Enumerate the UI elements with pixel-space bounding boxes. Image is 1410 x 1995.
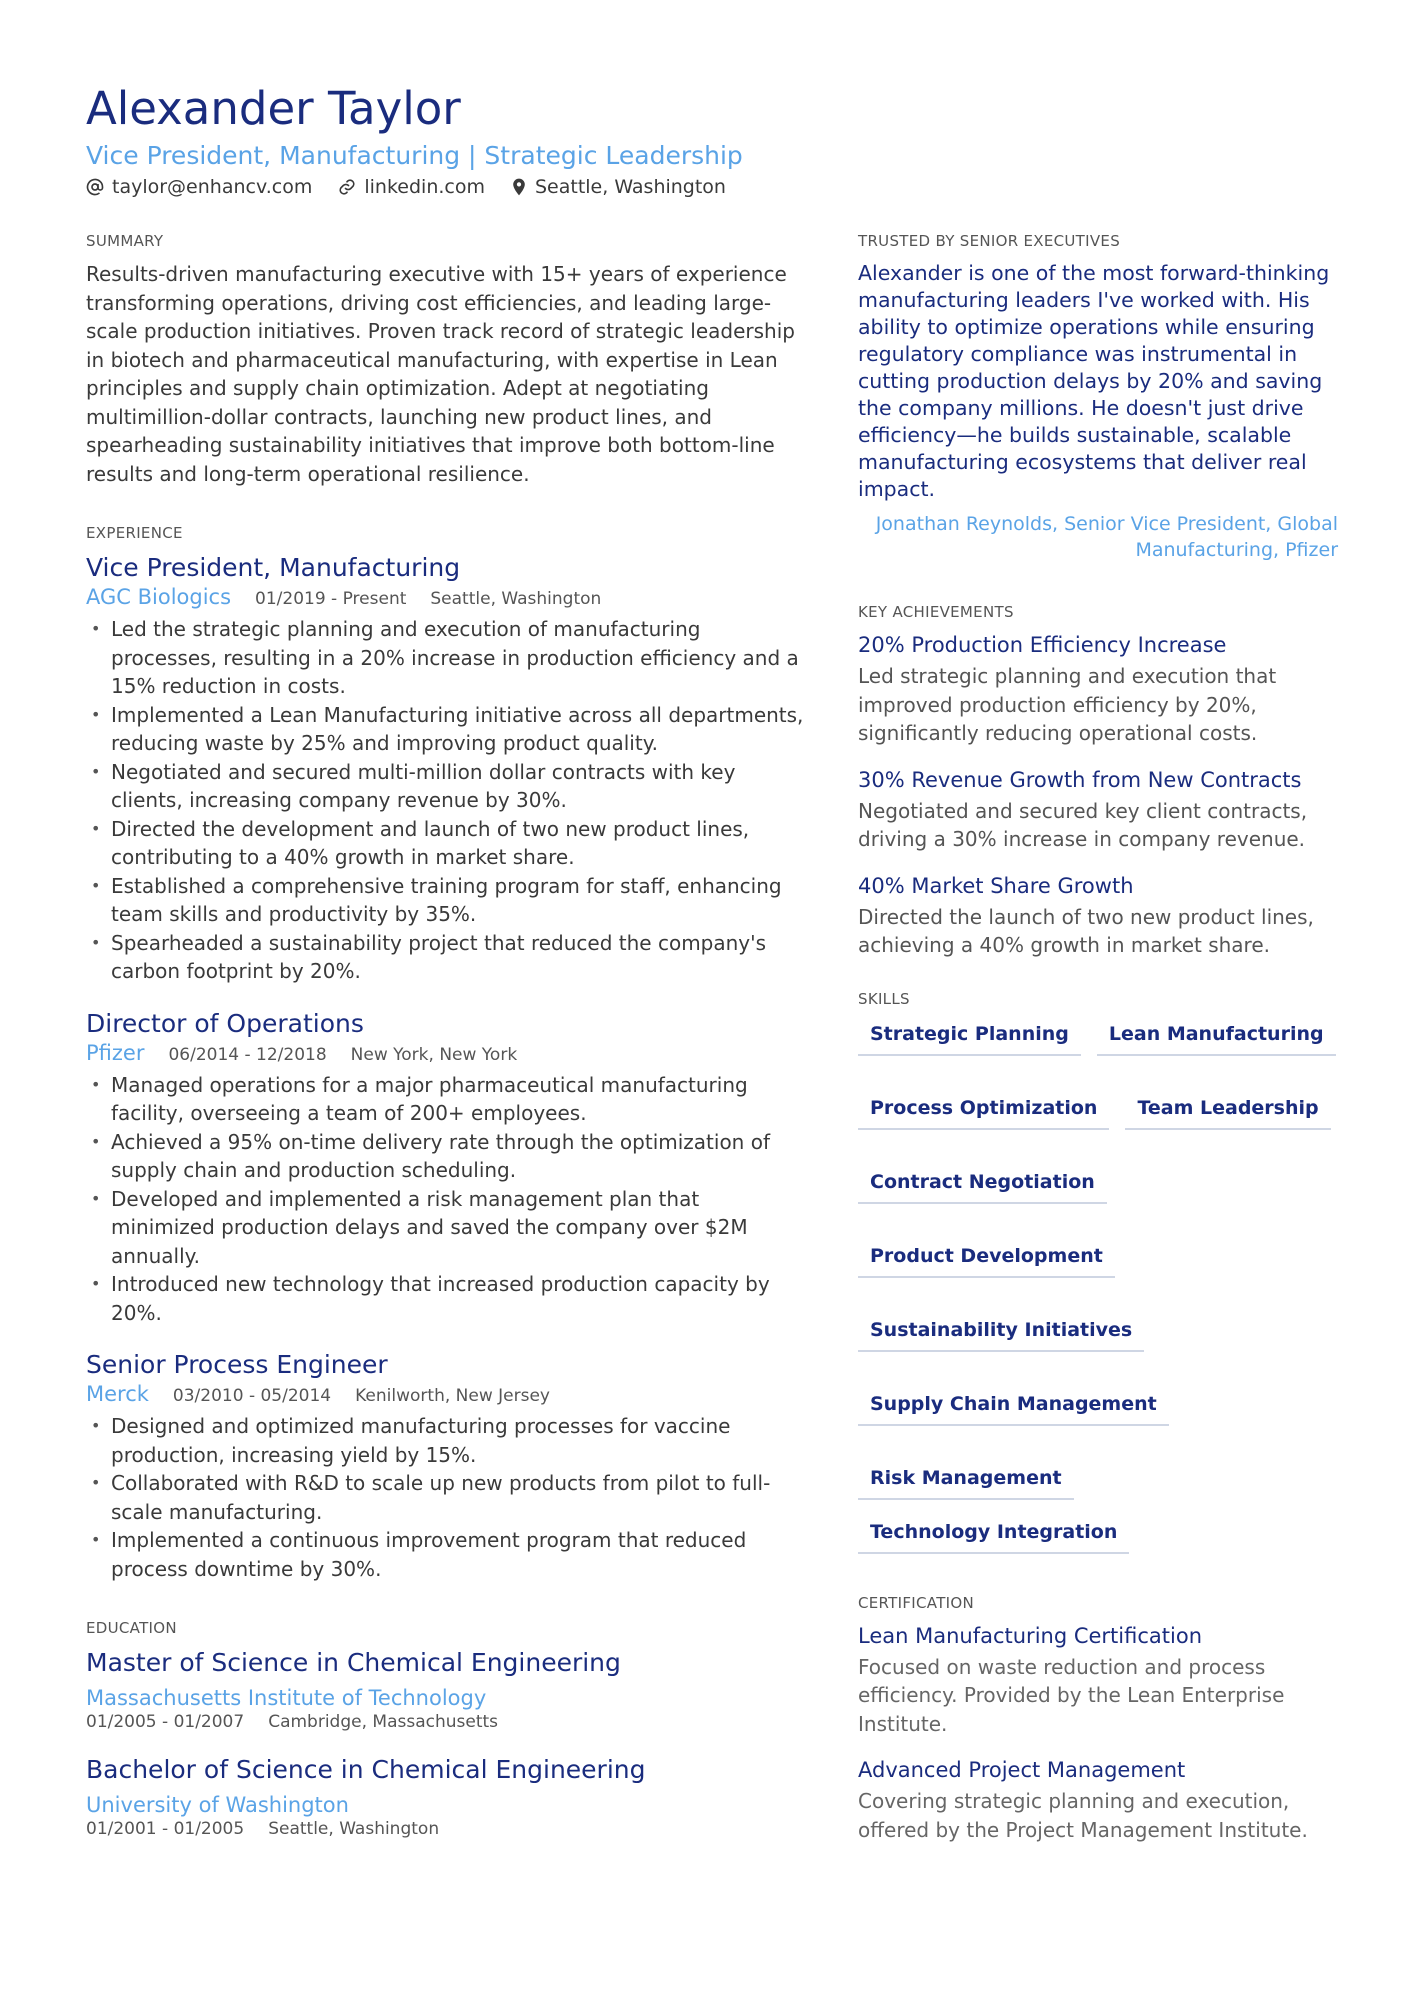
education-meta — [86, 1819, 804, 1839]
degree-title: Bachelor of Science in Chemical Engineering — [86, 1755, 646, 1784]
degree-title: Master of Science in Chemical Engineering — [86, 1648, 621, 1677]
candidate-subtitle: Vice President, Manufacturing | Strategic Leadership — [86, 141, 743, 170]
certification-title: Advanced Project Management — [858, 1758, 1186, 1782]
job-entry — [86, 1008, 804, 1328]
job-title: Vice President, Manufacturing — [86, 553, 461, 582]
skill-tag: Supply Chain Management — [858, 1392, 1169, 1426]
job-bullet: • Directed the development and launch of two new product lines, contributing to a 40% growth in market share. — [86, 815, 804, 872]
job-entry — [86, 1349, 804, 1583]
job-bullet: • Negotiated and secured multi-million dollar contracts with key clients, increasing company revenue by 30%. — [86, 758, 804, 815]
certification-item — [858, 1756, 1338, 1844]
skill-tag: Product Development — [858, 1244, 1115, 1278]
skill-tag: Process Optimization — [858, 1096, 1109, 1130]
job-location: Seattle, Washington — [430, 589, 602, 609]
certification-description: Focused on waste reduction and process efficiency. Provided by the Lean Enterprise Institute. — [858, 1654, 1285, 1736]
education-meta — [86, 1712, 804, 1732]
job-dates: 01/2019 - Present — [255, 589, 407, 609]
job-bullet: • Introduced new technology that increased production capacity by 20%. — [86, 1270, 804, 1327]
achievement-title: 40% Market Share Growth — [858, 873, 1134, 898]
contact-list — [86, 176, 1326, 198]
education-dates: 01/2005 - 01/2007 — [86, 1712, 245, 1732]
skill-tag: Team Leadership — [1125, 1096, 1330, 1130]
education-location: Seattle, Washington — [268, 1819, 440, 1839]
job-bullets — [86, 1071, 804, 1328]
skill-tag: Lean Manufacturing — [1097, 1022, 1336, 1056]
testimonial-heading: TRUSTED BY SENIOR EXECUTIVES — [858, 232, 1121, 250]
education-dates: 01/2001 - 01/2005 — [86, 1819, 245, 1839]
education-heading: EDUCATION — [86, 1619, 177, 1637]
certification-heading: CERTIFICATION — [858, 1593, 975, 1612]
skill-tag: Strategic Planning — [858, 1022, 1081, 1056]
candidate-name: Alexander Taylor — [86, 82, 461, 135]
achievement-description: Directed the launch of two new product lines, achieving a 40% growth in market share. — [858, 904, 1314, 957]
job-bullets — [86, 1412, 804, 1583]
job-bullet: • Spearheaded a sustainability project that reduced the company's carbon footprint by 20%. — [86, 929, 804, 986]
achievement-item — [858, 766, 1338, 854]
job-bullets — [86, 615, 804, 986]
achievements-heading: KEY ACHIEVEMENTS — [858, 603, 1014, 621]
achievement-title: 30% Revenue Growth from New Contracts — [858, 767, 1302, 792]
achievement-item — [858, 872, 1338, 960]
skill-tag: Contract Negotiation — [858, 1170, 1107, 1204]
summary-heading: SUMMARY — [86, 232, 164, 250]
contact-location-text: Seattle, Washington — [534, 176, 726, 198]
summary-section — [86, 232, 804, 488]
job-bullet: • Designed and optimized manufacturing processes for vaccine production, increasing yield by 15%. — [86, 1412, 804, 1469]
contact-email-text: taylor@enhancv.com — [112, 176, 313, 198]
job-meta — [86, 1382, 804, 1406]
school-name: Massachusetts Institute of Technology — [86, 1686, 487, 1710]
certification-item — [858, 1622, 1338, 1739]
job-location: New York, New York — [350, 1044, 518, 1065]
skill-tag: Sustainability Initiatives — [858, 1318, 1144, 1352]
job-meta — [86, 585, 804, 609]
job-dates: 06/2014 - 12/2018 — [168, 1044, 327, 1065]
experience-heading: EXPERIENCE — [86, 524, 183, 542]
skill-tag: Technology Integration — [858, 1520, 1129, 1554]
location-pin-icon — [511, 178, 527, 196]
job-title: Senior Process Engineer — [86, 1350, 388, 1379]
job-title: Director of Operations — [86, 1008, 364, 1038]
job-dates: 03/2010 - 05/2014 — [172, 1386, 332, 1406]
right-column — [858, 232, 1338, 1862]
job-entry — [86, 552, 804, 986]
education-section — [86, 1619, 804, 1839]
job-company: Merck — [86, 1382, 149, 1406]
job-bullet: • Collaborated with R&D to scale up new products from pilot to full-scale manufacturing. — [86, 1469, 804, 1526]
job-company: AGC Biologics — [86, 585, 232, 609]
testimonial-section — [858, 232, 1338, 563]
job-bullet: • Developed and implemented a risk management plan that minimized production delays and saved the company over $2M annually. — [86, 1185, 804, 1271]
testimonial-quote: Alexander is one of the most forward-thinking manufacturing leaders I've worked with. His ability to optimize operations while ensuring regulatory compliance was instrumental in cutting production delays by 20% and saving the company millions. He doesn't just drive efficiency—he builds sustainable, scalable manufacturing ecosystems that deliver real impact. — [858, 261, 1330, 501]
job-location: Kenilworth, New Jersey — [355, 1386, 550, 1406]
school-name: University of Washington — [86, 1793, 349, 1817]
summary-text: Results-driven manufacturing executive with 15+ years of experience transforming operations, driving cost efficiencies, and leading large-scale production initiatives. Proven track record of strategic leadership in biotech and pharmaceutical manufacturing, with expertise in Lean principles and supply chain optimization. Adept at negotiating multimillion-dollar contracts, launching new product lines, and spearheading sustainability initiatives that improve both bottom-line results and long-term operational resilience. — [86, 262, 795, 486]
achievements-section — [858, 603, 1338, 960]
education-entry — [86, 1754, 804, 1839]
link-icon — [338, 178, 356, 196]
job-bullet: • Implemented a continuous improvement program that reduced process downtime by 30%. — [86, 1526, 804, 1583]
contact-email[interactable] — [86, 176, 312, 198]
skill-tag: Risk Management — [858, 1466, 1074, 1500]
achievement-description: Led strategic planning and execution that improved production efficiency by 20%, significantly reducing operational costs. — [858, 664, 1277, 745]
job-bullet: • Achieved a 95% on-time delivery rate through the optimization of supply chain and production scheduling. — [86, 1128, 804, 1185]
left-column — [86, 232, 804, 1861]
job-bullet: • Established a comprehensive training program for staff, enhancing team skills and productivity by 35%. — [86, 872, 804, 929]
achievement-description: Negotiated and secured key client contracts, driving a 30% increase in company revenue. — [858, 798, 1308, 851]
contact-linkedin-text: linkedin.com — [364, 176, 485, 198]
header — [86, 80, 1326, 198]
education-entry — [86, 1647, 804, 1732]
certification-description: Covering strategic planning and execution, offered by the Project Management Institute. — [858, 1789, 1308, 1842]
achievement-title: 20% Production Efficiency Increase — [858, 633, 1227, 657]
job-bullet: • Implemented a Lean Manufacturing initiative across all departments, reducing waste by 25% and improving product quality. — [86, 701, 804, 758]
achievement-item — [858, 631, 1338, 748]
skills-list — [858, 1022, 1338, 1554]
certification-section — [858, 1594, 1338, 1845]
job-company: Pfizer — [86, 1040, 145, 1065]
testimonial-author: Jonathan Reynolds, Senior Vice President, Global Manufacturing, Pfizer — [875, 513, 1338, 561]
job-meta — [86, 1041, 804, 1065]
certification-title: Lean Manufacturing Certification — [858, 1623, 1202, 1648]
skills-heading: SKILLS — [858, 989, 910, 1008]
skills-section — [858, 990, 1338, 1554]
job-bullet: • Led the strategic planning and execution of manufacturing processes, resulting in a 20% increase in production efficiency and a 15% reduction in costs. — [86, 615, 804, 701]
at-icon — [86, 178, 104, 196]
experience-section — [86, 524, 804, 1583]
contact-linkedin[interactable] — [338, 176, 485, 198]
job-bullet: • Managed operations for a major pharmaceutical manufacturing facility, overseeing a team of 200+ employees. — [86, 1071, 804, 1128]
contact-location — [511, 176, 726, 198]
education-location: Cambridge, Massachusetts — [268, 1712, 499, 1732]
